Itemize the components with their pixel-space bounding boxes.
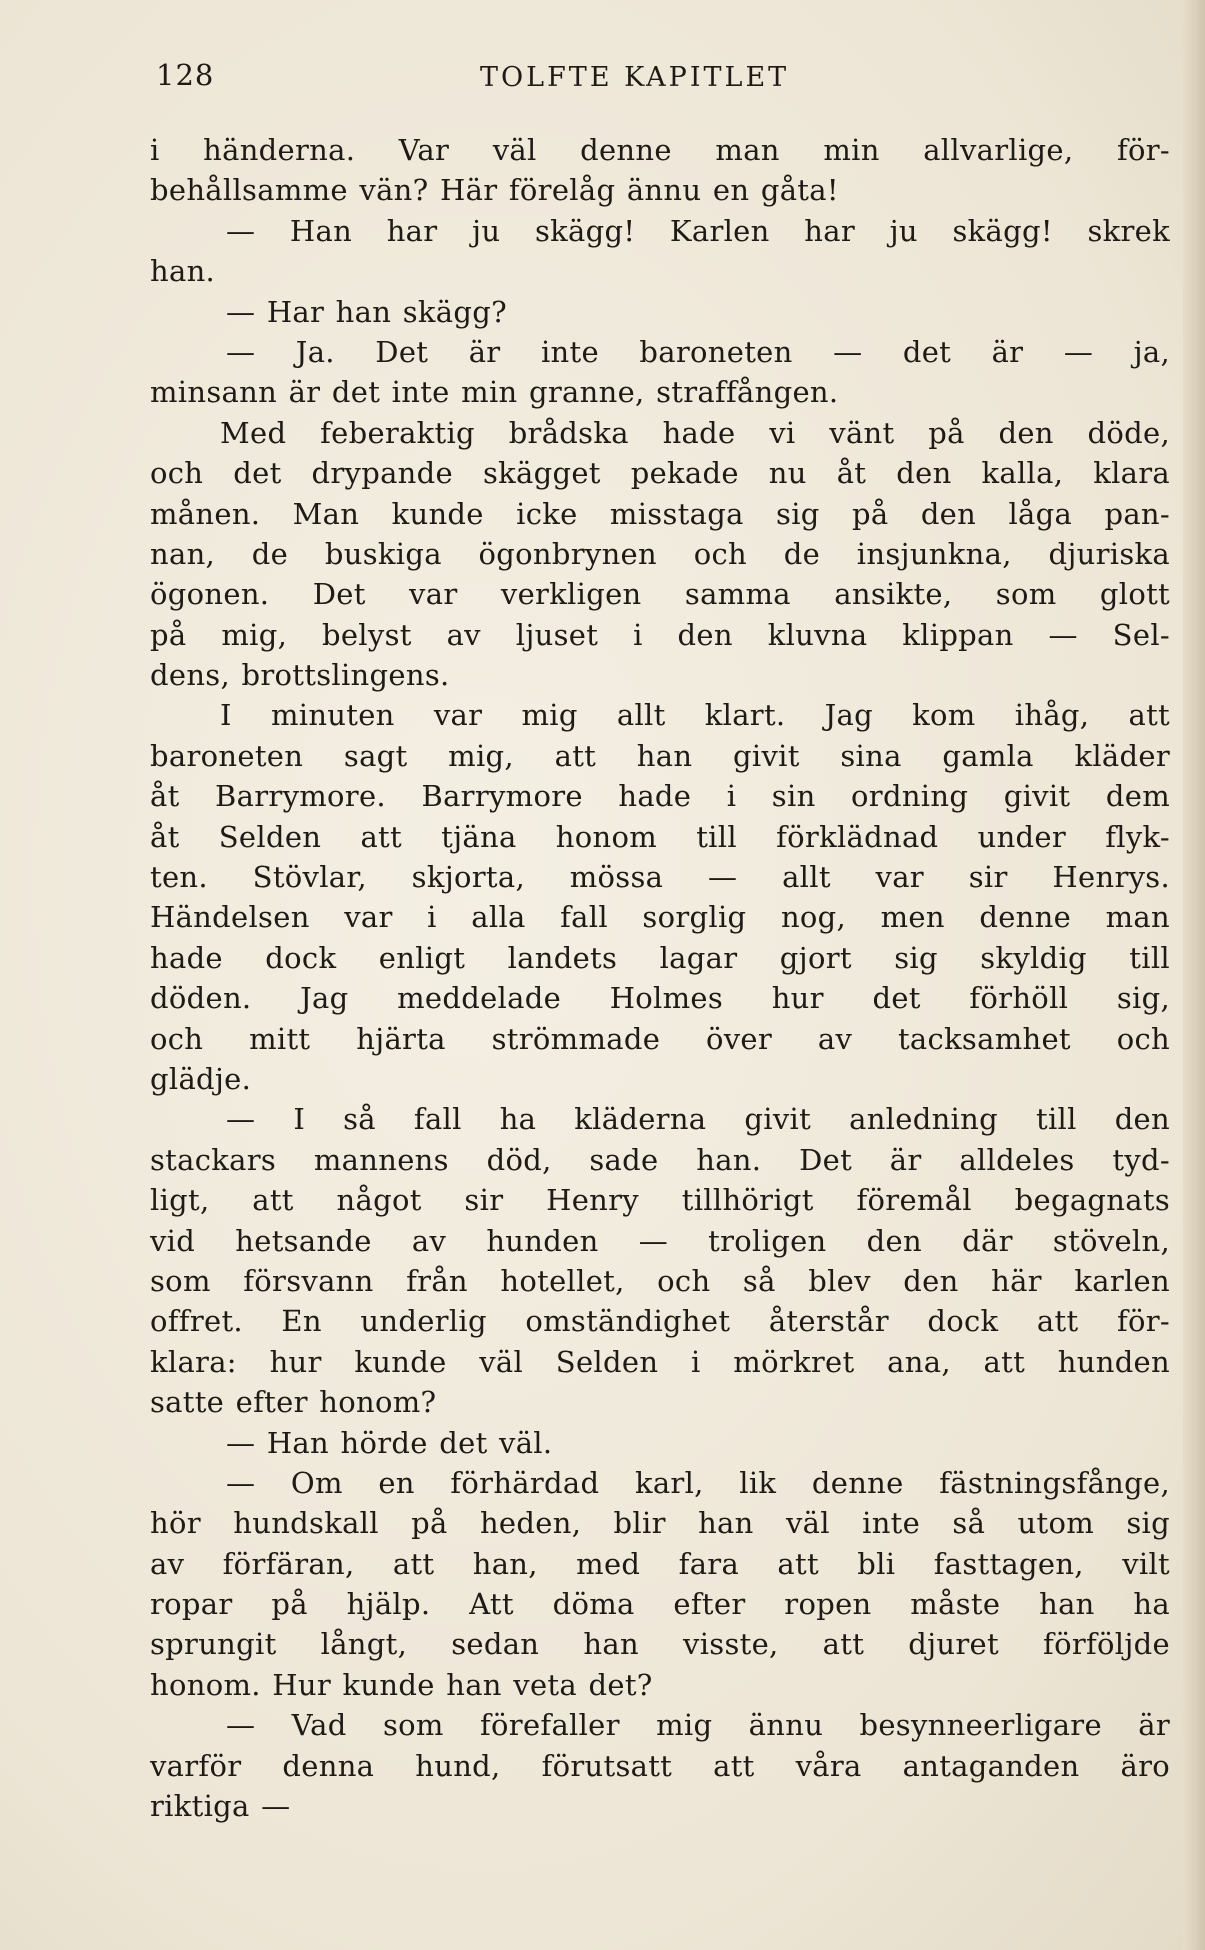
text-line: varför denna hund, förutsatt att våra antaganden äro xyxy=(150,1748,1170,1783)
text-line: — Vad som förefaller mig ännu besynneerligare är xyxy=(226,1708,1170,1743)
text-line: vid hetsande av hunden — troligen den där stöveln, xyxy=(150,1223,1170,1258)
text-line: ligt, att något sir Henry tillhörigt föremål begagnats xyxy=(150,1183,1170,1218)
text-line: nan, de buskiga ögonbrynen och de insjunkna, djuriska xyxy=(150,536,1170,571)
text-line: och mitt hjärta strömmade över av tacksamhet och xyxy=(150,1021,1170,1056)
text-line: döden. Jag meddelade Holmes hur det förhöll sig, xyxy=(150,981,1170,1016)
text-line: klara: hur kunde väl Selden i mörkret ana, att hunden xyxy=(150,1344,1170,1379)
text-line: på mig, belyst av ljuset i den kluvna klippan — Sel- xyxy=(150,617,1170,652)
text-line: ropar på hjälp. Att döma efter ropen måste han ha xyxy=(150,1587,1170,1622)
text-line: riktiga — xyxy=(150,1789,291,1824)
text-line: — Han har ju skägg! Karlen har ju skägg! skrek xyxy=(226,213,1170,248)
text-line: stackars mannens död, sade han. Det är alldeles tyd- xyxy=(150,1142,1170,1177)
body-text xyxy=(150,130,1170,1826)
text-line: åt Selden att tjäna honom till förklädnad under flyk- xyxy=(150,819,1170,854)
page-gutter-shadow xyxy=(1183,0,1205,1950)
text-line: — Har han skägg? xyxy=(226,294,507,329)
text-line: offret. En underlig omständighet återstår dock att för- xyxy=(150,1304,1170,1339)
text-line: I minuten var mig allt klart. Jag kom ihåg, att xyxy=(220,698,1170,733)
text-line: — I så fall ha kläderna givit anledning till den xyxy=(226,1102,1170,1137)
text-line: minsann är det inte min granne, straffången. xyxy=(150,375,839,410)
text-line: av förfäran, att han, med fara att bli fasttagen, vilt xyxy=(150,1546,1170,1581)
text-line: — Om en förhärdad karl, lik denne fästningsfånge, xyxy=(226,1465,1170,1500)
text-line: behållsamme vän? Här förelåg ännu en gåta! xyxy=(150,173,839,208)
text-line: baroneten sagt mig, att han givit sina gamla kläder xyxy=(150,738,1170,773)
text-line: — Han hörde det väl. xyxy=(226,1425,553,1460)
running-head: TOLFTE KAPITLET xyxy=(480,62,790,93)
text-line: dens, brottslingens. xyxy=(150,658,450,693)
text-line: satte efter honom? xyxy=(150,1385,437,1420)
text-line: och det drypande skägget pekade nu åt den kalla, klara xyxy=(150,456,1170,491)
text-line: i händerna. Var väl denne man min allvarlige, för- xyxy=(150,133,1170,167)
text-line: sprungit långt, sedan han visste, att djuret förföljde xyxy=(150,1627,1170,1662)
text-line: månen. Man kunde icke misstaga sig på den låga pan- xyxy=(150,496,1170,531)
text-line: hör hundskall på heden, blir han väl inte så utom sig xyxy=(150,1506,1170,1541)
text-line: ögonen. Det var verkligen samma ansikte, som glott xyxy=(150,577,1170,612)
text-line: glädje. xyxy=(150,1061,252,1096)
text-line: honom. Hur kunde han veta det? xyxy=(150,1667,653,1702)
text-line: åt Barrymore. Barrymore hade i sin ordning givit dem xyxy=(150,779,1170,814)
text-line: hade dock enligt landets lagar gjort sig skyldig till xyxy=(150,940,1170,975)
text-line: Händelsen var i alla fall sorglig nog, men denne man xyxy=(150,900,1170,935)
text-line: han. xyxy=(150,254,216,289)
text-line: ten. Stövlar, skjorta, mössa — allt var sir Henrys. xyxy=(150,860,1170,895)
text-line: — Ja. Det är inte baroneten — det är — ja, xyxy=(226,334,1170,369)
text-line: som försvann från hotellet, och så blev den här karlen xyxy=(150,1263,1170,1298)
page-header xyxy=(150,58,1170,102)
page-number: 128 xyxy=(156,58,215,92)
text-line: Med feberaktig brådska hade vi vänt på den döde, xyxy=(220,415,1170,450)
